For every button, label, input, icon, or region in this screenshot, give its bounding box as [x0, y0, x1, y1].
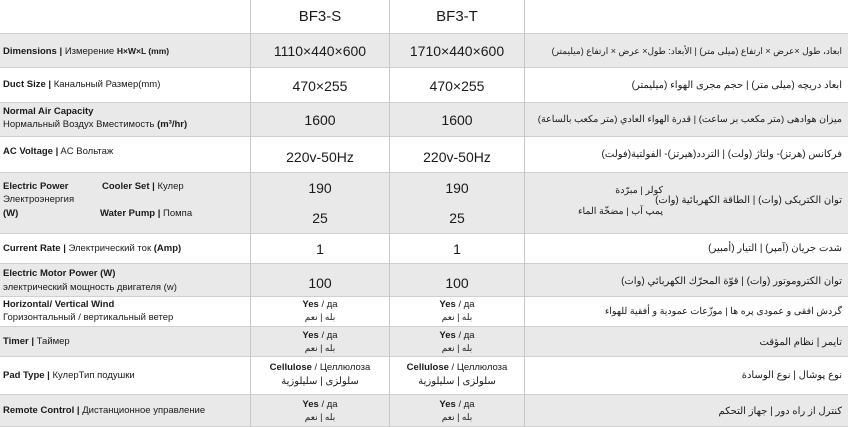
label-wind: Horizontal/ Vertical Wind [3, 299, 115, 310]
value-wind-s-ar: بله | نعم [304, 312, 336, 322]
label-air-capacity: Normal Air Capacity [3, 106, 94, 117]
label-ac-voltage: AC Voltage | AC Вольтаж [3, 146, 114, 157]
value-wind-t-ar: بله | نعم [441, 312, 473, 322]
arabic-air-capacity: میزان هوادهی (متر مکعب بر ساعت) | قدرة الهواء العادي (متر مكعب بالساعة) [537, 114, 842, 125]
arabic-remote-control: کنترل از راه دور | جهاز التحكم [718, 406, 842, 417]
arabic-dimensions: ابعاد، طول ×عرض × ارتفاع (میلی متر) | الأبعاد: طول× عرض × ارتفاع (ميليمتر) [551, 46, 842, 56]
value-voltage-t: 220v-50Hz [423, 149, 491, 165]
value-cooler-s: 190 [308, 180, 332, 196]
value-wind-s: Yes / да [302, 299, 338, 310]
value-pad-t-ar: سلولزی | سليلوزية [418, 376, 496, 387]
value-pump-s: 25 [312, 210, 328, 226]
value-duct-t: 470×255 [429, 78, 485, 94]
arabic-wind: گردش افقی و عمودی پره ها | موزّعات عمودية و أفقية للهواء [604, 306, 842, 317]
arabic-motor-power: توان الکتروموتور (وات) | قوّة المحرّك الكهربائي (وات) [621, 276, 842, 287]
label-electric-power-ru: Электроэнергия [3, 194, 75, 205]
arabic-current-rate: شدت جریان (آمپر) | التيار (أمبير) [708, 243, 842, 254]
arabic-ac-voltage: فرکانس (هرتز)- ولتاژ (ولت) | التردد(هيرتز)- الفولتية(فولت) [601, 149, 842, 160]
value-timer-t: Yes / да [439, 330, 475, 341]
arabic-pump-sub: پمپ آب | مضخّة الماء [577, 206, 663, 217]
label-timer: Timer | Таймер [3, 336, 70, 347]
value-pad-t: Cellulose / Целлюлоза [406, 362, 508, 373]
label-motor-power-ru: электрический мощность двигателя (w) [3, 282, 177, 293]
label-air-capacity-ru: Нормальный Воздух Вместимость (m³/hr) [3, 119, 188, 130]
value-remote-t: Yes / да [439, 399, 475, 410]
arabic-duct-size: ابعاد دریچه (میلی متر) | حجم مجرى الهواء (ميليمتر) [631, 80, 842, 91]
label-current-rate: Current Rate | Электрический ток (Amp) [3, 243, 182, 254]
model-bf3-s-header: BF3-S [298, 8, 342, 25]
label-wind-ru: Горизонтальный / вертикальный ветер [3, 312, 174, 323]
column-divider [250, 0, 251, 427]
value-current-t: 1 [453, 241, 461, 257]
value-pad-s-ar: سلولزی | سليلوزية [281, 376, 359, 387]
value-timer-t-ar: بله | نعم [441, 343, 473, 353]
value-cooler-t: 190 [445, 180, 469, 196]
model-bf3-t-header: BF3-T [436, 8, 478, 25]
label-water-pump: Water Pump | Помпа [100, 208, 193, 219]
column-divider [389, 0, 390, 427]
label-electric-power-unit: (W) [3, 208, 19, 219]
value-dimensions-t: 1710×440×600 [409, 43, 505, 59]
label-duct-size: Duct Size | Канальный Размер(mm) [3, 79, 161, 90]
value-pump-t: 25 [449, 210, 465, 226]
label-dimensions: Dimensions | Измерение H×W×L (mm) [3, 46, 170, 57]
arabic-pad-type: نوع پوشال | نوع الوسادة [741, 370, 842, 381]
label-motor-power: Electric Motor Power (W) [3, 268, 116, 279]
value-remote-s: Yes / да [302, 399, 338, 410]
value-timer-s: Yes / да [302, 330, 338, 341]
value-voltage-s: 220v-50Hz [286, 149, 354, 165]
value-wind-t: Yes / да [439, 299, 475, 310]
arabic-cooler-sub: کولر | مبرّدة [615, 185, 663, 196]
value-air-s: 1600 [304, 112, 336, 128]
label-pad-type: Pad Type | КулерТип подушки [3, 370, 135, 381]
value-motor-t: 100 [445, 275, 469, 291]
column-divider [524, 0, 525, 427]
value-duct-s: 470×255 [292, 78, 348, 94]
value-remote-s-ar: بله | نعم [304, 412, 336, 422]
value-timer-s-ar: بله | نعم [304, 343, 336, 353]
value-dimensions-s: 1110×440×600 [273, 43, 367, 59]
label-cooler-set: Cooler Set | Кулер [102, 181, 184, 192]
arabic-electric-power: توان الکتریکی (وات) | الطاقة الكهربائية (وات) [655, 195, 842, 206]
label-remote-control: Remote Control | Дистанционное управление [3, 405, 206, 416]
arabic-timer: تایمر | نظام المؤقت [759, 337, 842, 348]
value-remote-t-ar: بله | نعم [441, 412, 473, 422]
value-current-s: 1 [316, 241, 324, 257]
value-motor-s: 100 [308, 275, 332, 291]
label-electric-power: Electric Power [3, 181, 69, 192]
value-pad-s: Cellulose / Целлюлоза [269, 362, 371, 373]
value-air-t: 1600 [441, 112, 473, 128]
